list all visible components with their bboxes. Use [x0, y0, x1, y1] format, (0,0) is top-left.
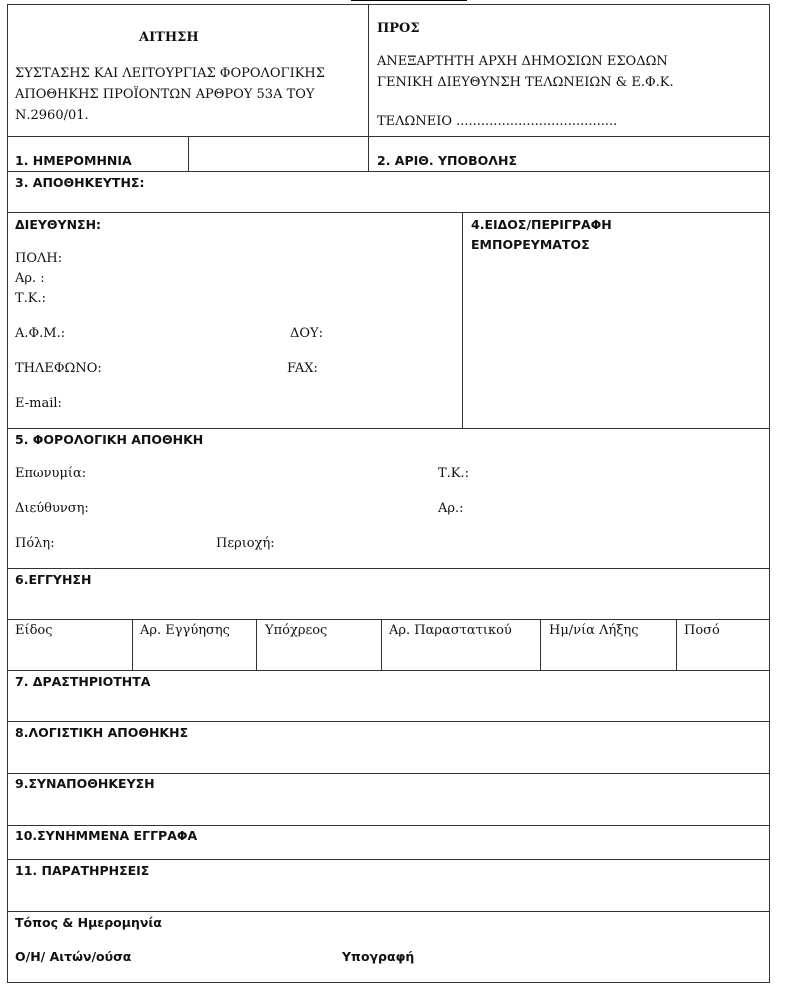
warehouse-keeper-label: 3. ΑΠΟΘΗΚΕΥΤΗΣ: — [15, 175, 145, 190]
authority-line: ΑΝΕΞΑΡΤΗΤΗ ΑΡΧΗ ΔΗΜΟΣΙΩΝ ΕΣΟΔΩΝ — [377, 54, 668, 69]
row-divider — [7, 171, 770, 172]
guarantee-column-header: Είδος — [15, 623, 53, 638]
attached-documents-label: 10.ΣΥΝΗΜΜΕΝΑ ΕΓΓΡΑΦΑ — [15, 828, 198, 843]
warehouse-number-field[interactable]: Αρ.: — [438, 501, 464, 516]
column-divider — [132, 619, 133, 670]
form-subject-line: ΣΥΣΤΑΣΗΣ ΚΑΙ ΛΕΙΤΟΥΡΓΙΑΣ ΦΟΡΟΛΟΓΙΚΗΣ — [15, 66, 325, 81]
tax-office-field[interactable]: ΔΟΥ: — [290, 326, 324, 341]
column-divider — [368, 4, 369, 171]
email-field[interactable]: E-mail: — [15, 396, 62, 411]
signature-label: Υπογραφή — [342, 949, 415, 964]
form-subject-line: Ν.2960/01. — [15, 108, 89, 123]
form-subject-line: ΑΠΟΘΗΚΗΣ ΠΡΟΪΟΝΤΩΝ ΑΡΘΡΟΥ 53Α ΤΟΥ — [15, 87, 315, 102]
place-date-label: Τόπος & Ημερομηνία — [15, 915, 162, 930]
guarantee-column-header: Ημ/νία Λήξης — [549, 623, 639, 638]
street-number-field[interactable]: Αρ. : — [15, 271, 45, 286]
row-divider — [7, 428, 770, 429]
co-storage-label: 9.ΣΥΝΑΠΟΘΗΚΕΥΣΗ — [15, 776, 155, 791]
date-label: 1. ΗΜΕΡΟΜΗΝΙΑ — [15, 153, 132, 168]
guarantee-column-header: Αρ. Εγγύησης — [140, 623, 230, 638]
goods-description-label: ΕΜΠΟΡΕΥΜΑΤΟΣ — [471, 237, 590, 252]
authority-line: ΓΕΝΙΚΗ ΔΙΕΥΘΥΝΣΗ ΤΕΛΩΝΕΙΩΝ & Ε.Φ.Κ. — [377, 75, 674, 90]
warehouse-city-field[interactable]: Πόλη: — [15, 536, 55, 551]
column-divider — [256, 619, 257, 670]
row-divider — [7, 721, 770, 722]
customs-office-field[interactable]: ΤΕΛΩΝΕΙΟ ....................................... — [377, 114, 618, 129]
row-divider — [7, 136, 770, 137]
column-divider — [188, 136, 189, 171]
submission-number-label: 2. ΑΡΙΘ. ΥΠΟΒΟΛΗΣ — [377, 153, 517, 168]
tax-warehouse-label: 5. ΦΟΡΟΛΟΓΙΚΗ ΑΠΟΘΗΚΗ — [15, 432, 204, 447]
row-divider — [7, 825, 770, 826]
row-divider — [7, 859, 770, 860]
fax-field[interactable]: FAX: — [287, 361, 318, 376]
recipient-label: ΠΡΟΣ — [377, 21, 420, 36]
goods-description-label: 4.ΕΙΔΟΣ/ΠΕΡΙΓΡΑΦΗ — [471, 217, 612, 232]
warehouse-accounting-label: 8.ΛΟΓΙΣΤΙΚΗ ΑΠΟΘΗΚΗΣ — [15, 725, 189, 740]
company-name-field[interactable]: Επωνυμία: — [15, 466, 87, 481]
applicant-label: Ο/Η/ Αιτών/ούσα — [15, 949, 132, 964]
warehouse-area-field[interactable]: Περιοχή: — [216, 536, 275, 551]
column-divider — [462, 212, 463, 428]
guarantee-column-header: Ποσό — [684, 623, 720, 638]
column-divider — [540, 619, 541, 670]
remarks-label: 11. ΠΑΡΑΤΗΡΗΣΕΙΣ — [15, 863, 150, 878]
column-divider — [676, 619, 677, 670]
city-field[interactable]: ΠΟΛΗ: — [15, 251, 63, 266]
warehouse-postcode-field[interactable]: Τ.Κ.: — [438, 466, 470, 481]
top-rule — [351, 0, 467, 1]
row-divider — [7, 670, 770, 671]
activity-label: 7. ΔΡΑΣΤΗΡΙΟΤΗΤΑ — [15, 674, 151, 689]
form-title: ΑΙΤΗΣΗ — [139, 30, 199, 45]
phone-field[interactable]: ΤΗΛΕΦΩΝΟ: — [15, 361, 102, 376]
address-label: ΔΙΕΥΘΥΝΣΗ: — [15, 217, 102, 232]
postcode-field[interactable]: Τ.Κ.: — [15, 291, 47, 306]
row-divider — [7, 568, 770, 569]
row-divider — [7, 911, 770, 912]
row-divider — [7, 619, 770, 620]
guarantee-column-header: Αρ. Παραστατικού — [389, 623, 512, 638]
guarantee-label: 6.ΕΓΓΥΗΣΗ — [15, 572, 92, 587]
column-divider — [381, 619, 382, 670]
guarantee-column-header: Υπόχρεος — [265, 623, 328, 638]
row-divider — [7, 212, 770, 213]
vat-number-field[interactable]: Α.Φ.Μ.: — [15, 326, 66, 341]
warehouse-address-field[interactable]: Διεύθυνση: — [15, 501, 89, 516]
row-divider — [7, 773, 770, 774]
